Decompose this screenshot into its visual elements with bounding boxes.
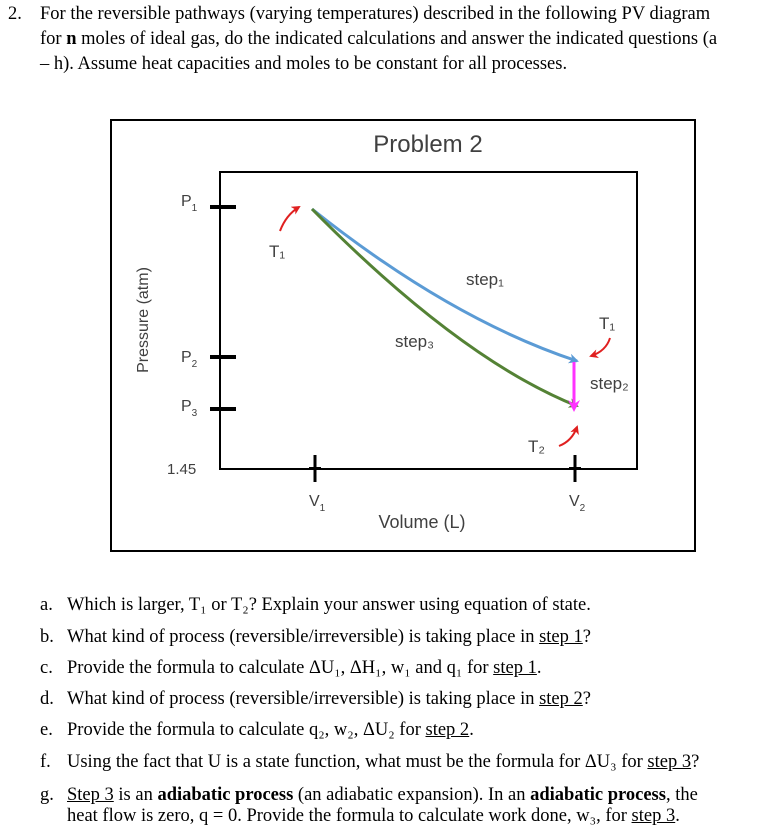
svg-text:V2: $V_2$ xyxy=(569,493,586,514)
step3-label: step₃ xyxy=(395,332,435,351)
y-axis-label: Pressure (atm) xyxy=(135,267,152,373)
svg-text:P2: $P_2$ xyxy=(181,349,198,370)
y-origin-label: 1.45 xyxy=(167,461,197,478)
x-axis-label: Volume (L) xyxy=(378,512,466,532)
svg-text:P3: $P_3$ xyxy=(181,398,198,419)
question-b: b. What kind of process (reversible/irreversible) is taking place in step 1? xyxy=(40,627,591,647)
question-a: a. Which is larger, T₁ or T₂? Explain your answer using equation of state. xyxy=(40,595,591,615)
step2-label: step₂ xyxy=(590,374,629,393)
problem-line-3: – h). Assume heat capacities and moles to be constant for all processes. xyxy=(40,54,568,74)
problem-number: 2. xyxy=(8,4,22,24)
t2-end-label: T₂ xyxy=(528,437,545,456)
problem-statement xyxy=(8,2,760,77)
pv-diagram-svg xyxy=(110,119,696,552)
question-e: e. Provide the formula to calculate q₂, w₂, ΔU₂ for step 2. xyxy=(40,720,474,740)
question-d: d. What kind of process (reversible/irreversible) is taking place in step 2? xyxy=(40,689,591,709)
question-g: g. Step 3 is an adiabatic process (an adiabatic expansion). In an adiabatic process, the heat flow is zero, q = 0. Provide the formula to calculate work done, w₃, for step 3. xyxy=(40,785,698,826)
t1-start-label: T₁ xyxy=(269,242,286,261)
svg-text:P1: $P_1$ xyxy=(181,193,198,214)
diagram-title: Problem 2 xyxy=(373,131,483,158)
svg-text:V1: $V_1$ xyxy=(309,493,326,514)
t1-end-label: T₁ xyxy=(599,314,616,333)
step1-label: step₁ xyxy=(466,270,504,289)
question-c: c. Provide the formula to calculate ΔU₁, ΔH₁, w₁ and q₁ for step 1. xyxy=(40,658,542,678)
pv-diagram xyxy=(110,119,696,552)
problem-line-2: for n moles of ideal gas, do the indicated calculations and answer the indicated questions (a xyxy=(40,29,718,49)
question-f: f. Using the fact that U is a state function, what must be the formula for ΔU₃ for step 3? xyxy=(40,752,700,772)
problem-line-1: 2. For the reversible pathways (varying temperatures) described in the following PV diagram xyxy=(8,2,760,27)
